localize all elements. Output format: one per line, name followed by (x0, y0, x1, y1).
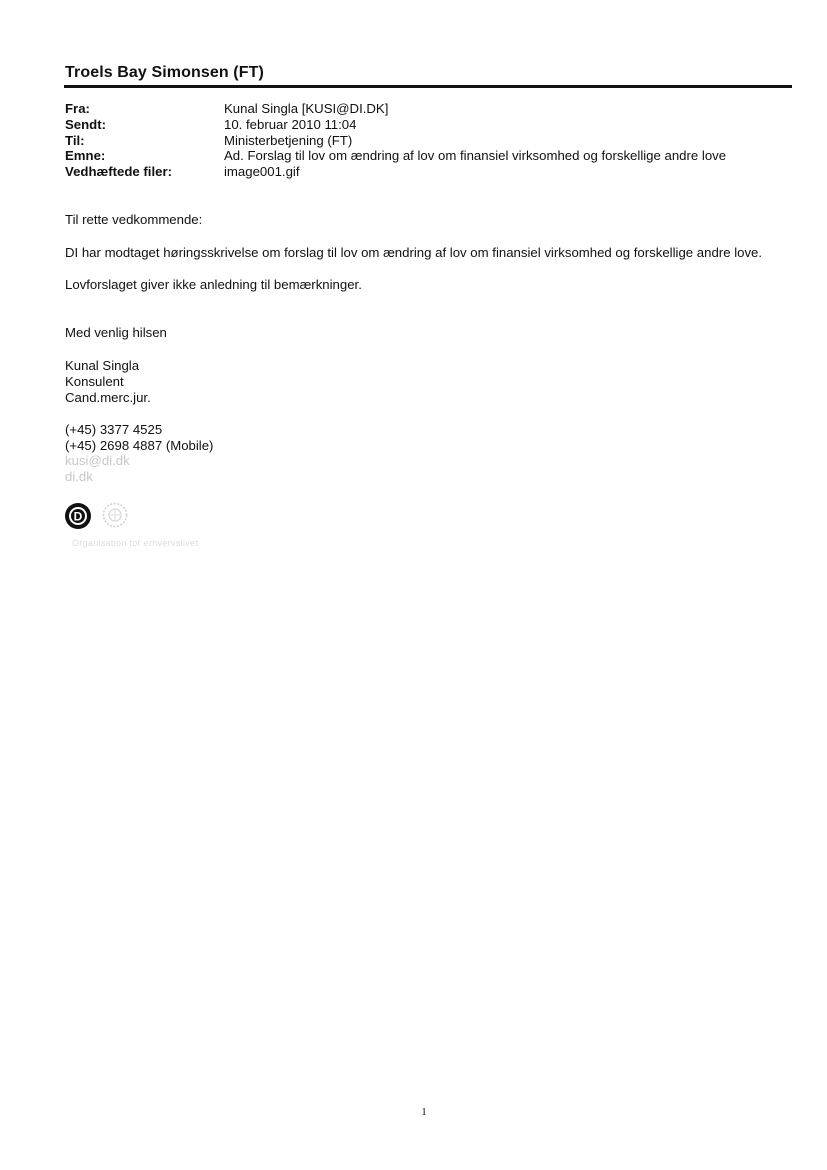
header-to-label: Til: (65, 132, 85, 148)
signature-website-link[interactable]: di.dk (65, 469, 93, 484)
logo-tagline: Organisation for erhvervslivet (72, 538, 199, 548)
header-sent-label: Sendt: (65, 116, 107, 132)
signature-role: Konsulent (65, 374, 124, 389)
di-logo (64, 502, 134, 532)
signature-degree: Cand.merc.jur. (65, 390, 151, 405)
header-from-label: Fra: (65, 101, 90, 116)
header-attachments-label: Vedhæftede filer: (65, 164, 172, 180)
signature-name: Kunal Singla (65, 358, 140, 373)
header-sent-value: 10. februar 2010 11:04 (224, 116, 357, 132)
header-subject-label: Emne: (65, 148, 106, 164)
signature-mobile: (+45) 2698 4887 (Mobile) (65, 438, 214, 453)
header-to-value: Ministerbetjening (FT) (224, 132, 353, 148)
heading-divider (64, 85, 792, 88)
body-paragraph: Lovforslaget giver ikke anledning til bemærkninger. (65, 277, 362, 292)
page-number: 1 (421, 1106, 427, 1118)
greeting: Til rette vedkommende: (65, 212, 203, 227)
header-from-value: Kunal Singla [KUSI@DI.DK] (224, 101, 389, 116)
sender-heading: Troels Bay Simonsen (FT) (65, 64, 264, 81)
signature-email-link[interactable]: kusi@di.dk (65, 453, 130, 468)
header-subject-value: Ad. Forslag til lov om ændring af lov om finansiel virksomhed og forskellige andre love (224, 148, 727, 164)
logo-letter: D (73, 509, 83, 524)
closing: Med venlig hilsen (65, 325, 167, 340)
signature-phone: (+45) 3377 4525 (65, 422, 163, 437)
body-paragraph: DI har modtaget høringsskrivelse om forslag til lov om ændring af lov om finansiel virksomhed og forskellige andre love. (65, 245, 763, 260)
header-attachments-value: image001.gif (224, 164, 300, 180)
